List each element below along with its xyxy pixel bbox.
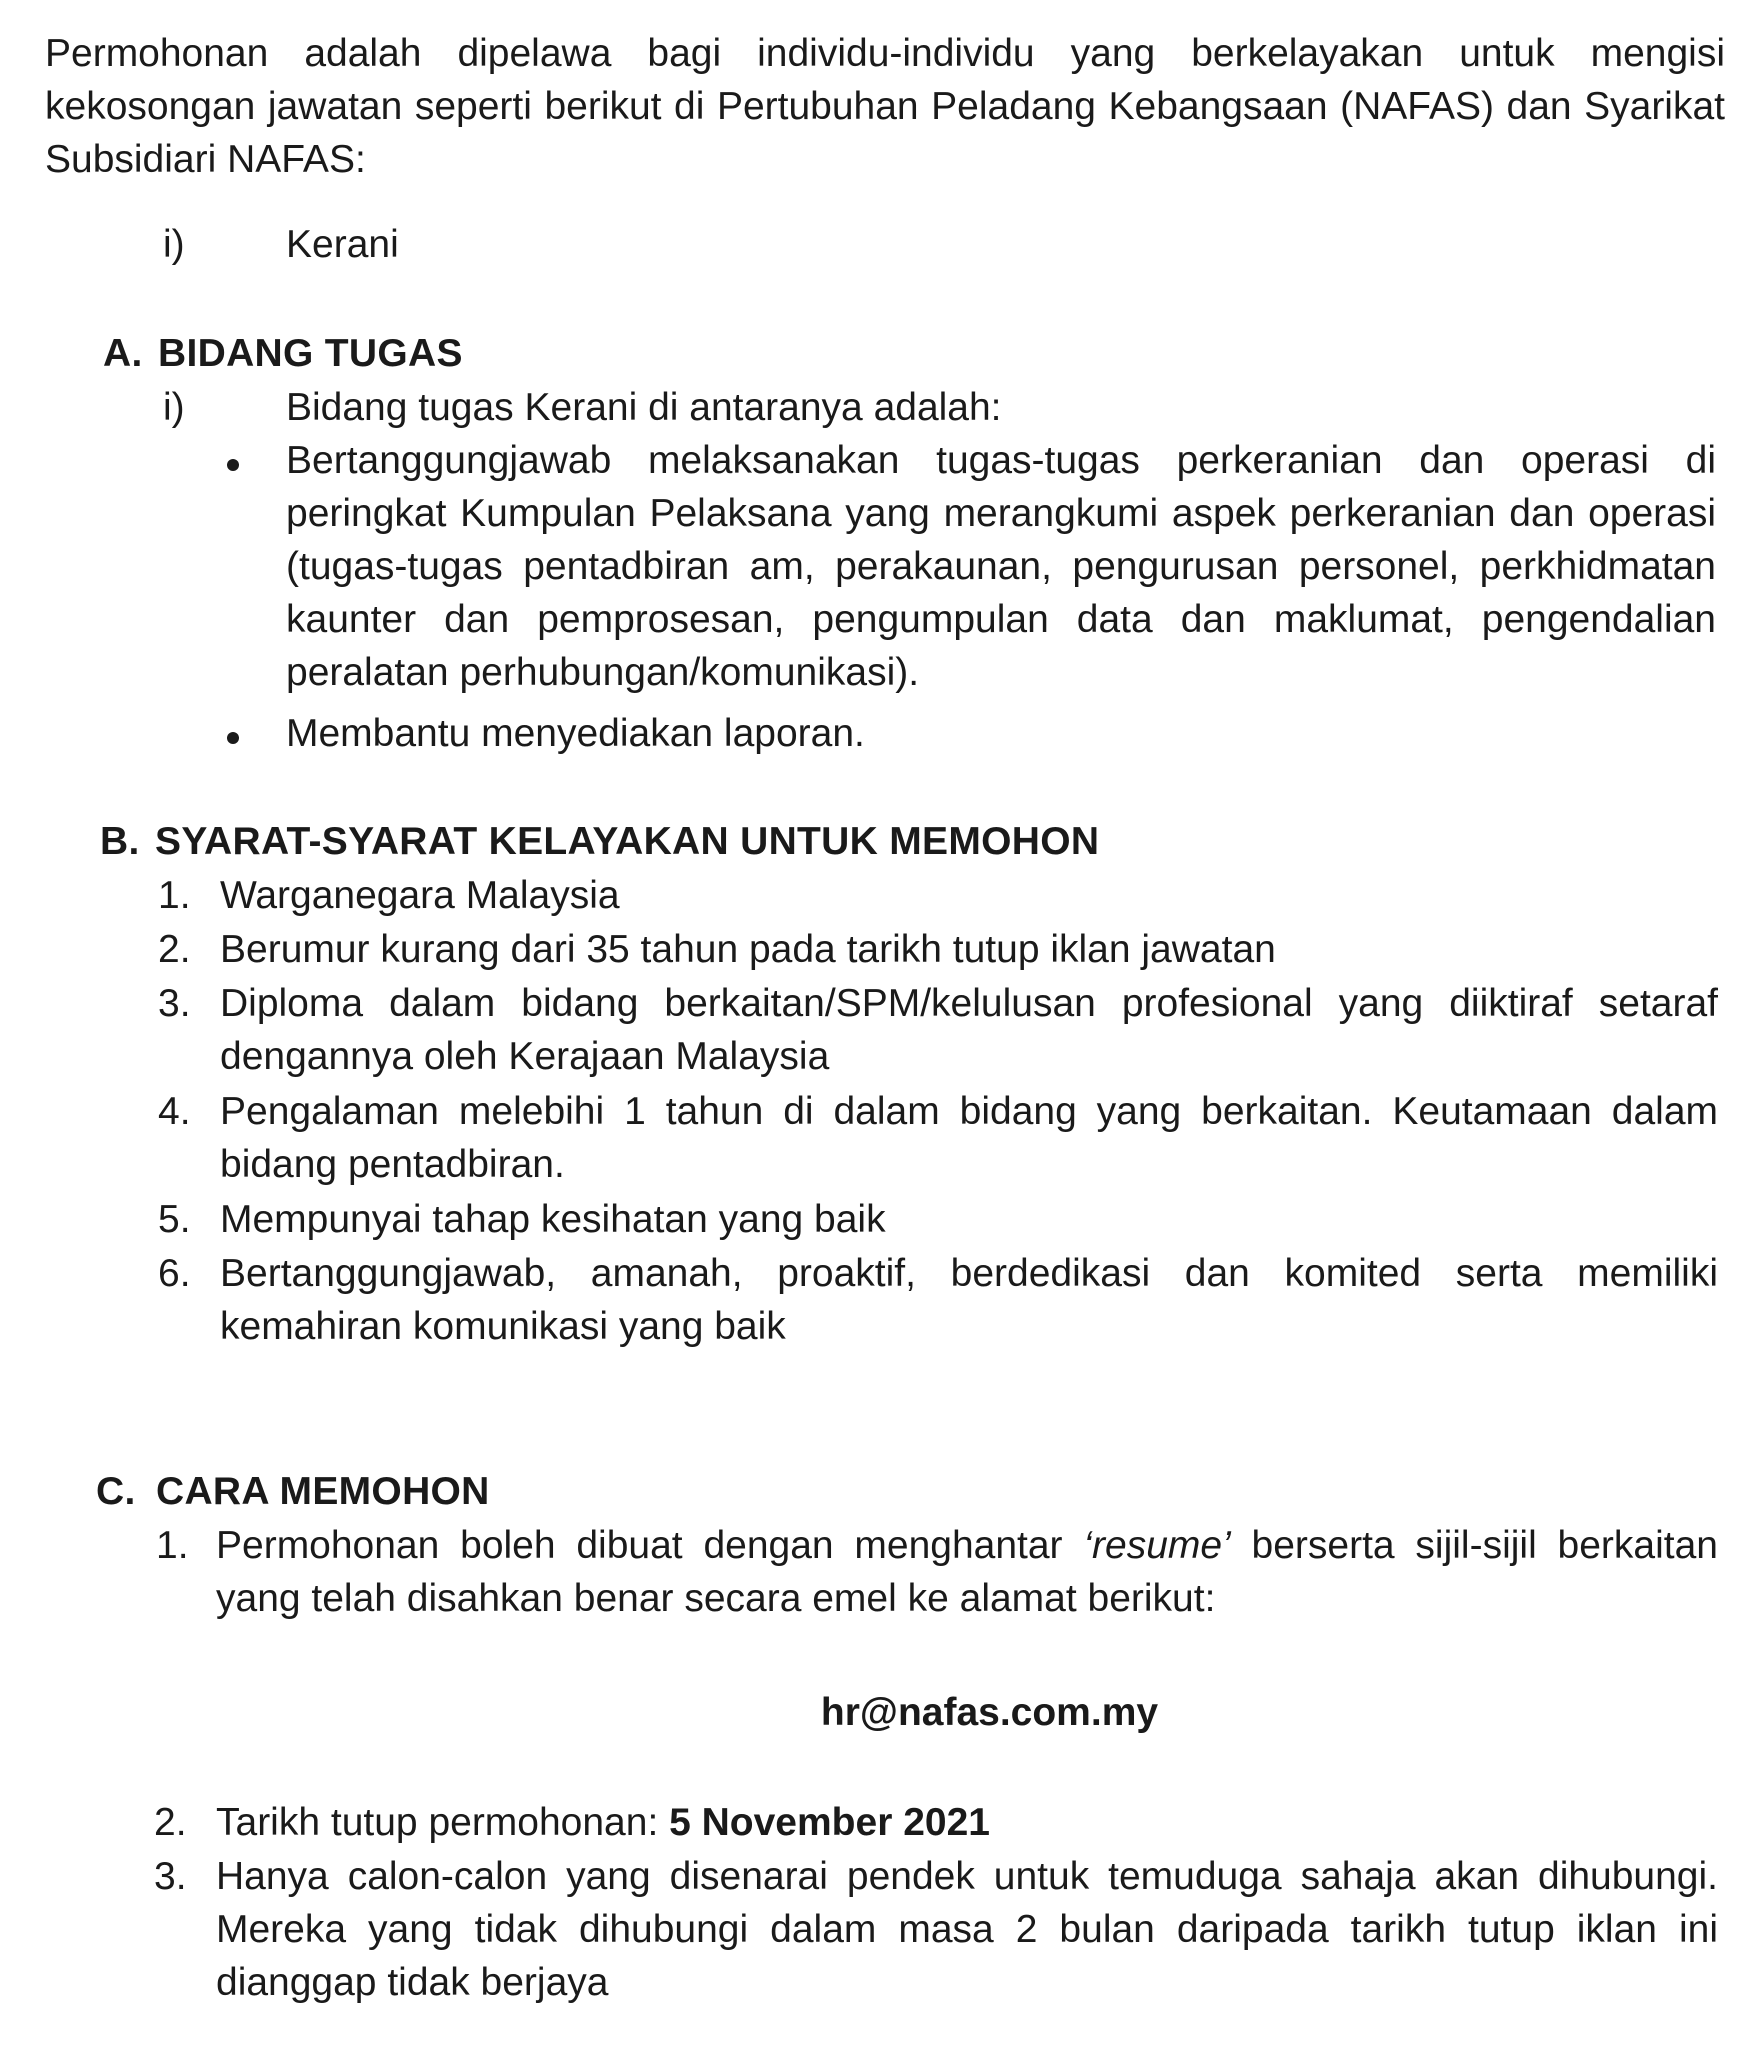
- section-c-letter: C.: [96, 1470, 136, 1513]
- list-item-text: Warganegara Malaysia: [220, 874, 620, 917]
- list-item-number: 2.: [154, 1801, 187, 1844]
- section-a-bullet-2: Membantu menyediakan laporan.: [286, 712, 865, 755]
- section-a-heading: [103, 327, 463, 380]
- list-item-number: 3.: [154, 1855, 187, 1898]
- list-item-number: 3.: [158, 982, 191, 1025]
- closing-date-value: 5 November 2021: [669, 1801, 990, 1844]
- list-item-number: 1.: [158, 874, 191, 917]
- list-item-text: Pengalaman melebihi 1 tahun di dalam bidang yang berkaitan. Keutamaan dalam bidang pentadbiran.: [220, 1090, 1718, 1186]
- resume-term: ‘resume’: [1083, 1524, 1231, 1567]
- section-a-title: BIDANG TUGAS: [158, 332, 463, 375]
- section-a-bullet-1: Bertanggungjawab melaksanakan tugas-tugas perkeranian dan operasi di peringkat Kumpulan Pelaksana yang merangkumi aspek perkeranian dan operasi (tugas-tugas pentadbiran am, perakaunan, pengurusan personel, perkhidmatan kaunter dan pemprosesan, pengumpulan data dan maklumat, pengendalian peralatan perhubungan/komunikasi).: [286, 439, 1716, 694]
- section-a-sub-marker: i): [163, 386, 185, 429]
- position-title: Kerani: [286, 223, 399, 266]
- list-item-number: 1.: [156, 1524, 189, 1567]
- apply-text-before: Permohonan boleh dibuat dengan menghantar: [216, 1524, 1084, 1567]
- list-item-text: [216, 1519, 1718, 1625]
- list-item-text: Hanya calon-calon yang disenarai pendek untuk temuduga sahaja akan dihubungi. Mereka yang tidak dihubungi dalam masa 2 bulan daripada tarikh tutup iklan ini dianggap tidak berjaya: [216, 1855, 1718, 2004]
- list-item-number: 4.: [158, 1090, 191, 1133]
- bullet-icon: [227, 459, 239, 471]
- section-a-sub-text: Bidang tugas Kerani di antaranya adalah:: [286, 386, 1002, 429]
- list-item-number: 6.: [158, 1252, 191, 1295]
- list-item-number: 2.: [158, 928, 191, 971]
- section-b-title: SYARAT-SYARAT KELAYAKAN UNTUK MEMOHON: [155, 820, 1100, 863]
- section-c-title: CARA MEMOHON: [156, 1470, 490, 1513]
- section-b-heading: [100, 815, 1099, 868]
- section-a-letter: A.: [103, 332, 143, 375]
- section-c-heading: [96, 1465, 490, 1518]
- list-item-text: [216, 1796, 990, 1849]
- intro-paragraph: Permohonan adalah dipelawa bagi individu-individu yang berkelayakan untuk mengisi kekosongan jawatan seperti berikut di Pertubuhan Peladang Kebangsaan (NAFAS) dan Syarikat Subsidiari NAFAS:: [45, 32, 1725, 181]
- position-marker: i): [163, 223, 185, 266]
- list-item-text: Berumur kurang dari 35 tahun pada tarikh tutup iklan jawatan: [220, 928, 1276, 971]
- bullet-icon: [227, 732, 239, 744]
- email-address[interactable]: hr@nafas.com.my: [820, 1691, 1159, 1734]
- list-item-number: 5.: [158, 1198, 191, 1241]
- list-item-text: Bertanggungjawab, amanah, proaktif, berdedikasi dan komited serta memiliki kemahiran komunikasi yang baik: [220, 1252, 1718, 1348]
- apply-text-after: berserta sijil-sijil berkaitan yang telah disahkan benar secara emel ke alamat berikut:: [216, 1524, 1718, 1620]
- list-item-text: Mempunyai tahap kesihatan yang baik: [220, 1198, 886, 1241]
- closing-date-label: Tarikh tutup permohonan:: [216, 1801, 670, 1844]
- list-item-text: Diploma dalam bidang berkaitan/SPM/kelulusan profesional yang diiktiraf setaraf dengannya oleh Kerajaan Malaysia: [220, 982, 1718, 1078]
- section-b-letter: B.: [100, 820, 140, 863]
